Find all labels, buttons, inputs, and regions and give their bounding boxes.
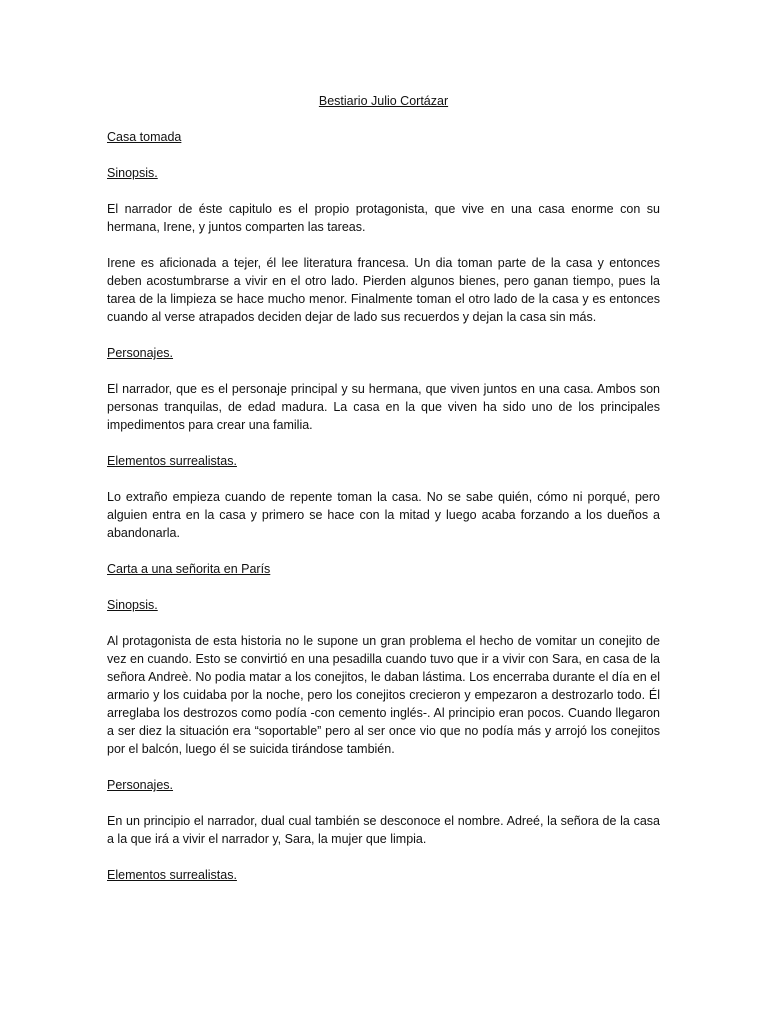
subsection-heading-personajes: Personajes. [107,346,174,360]
subsection-heading-elementos-surrealistas: Elementos surrealistas. [107,868,237,882]
section-title-casa-tomada: Casa tomada [107,130,182,144]
paragraph: El narrador, que es el personaje principal y su hermana, que viven juntos en una casa. Ambos son personas tranquilas, de edad madura. La casa en la que viven ha sido uno de los principales impedimentos para crear una familia. [107,382,660,432]
subsection-heading-elementos-surrealistas: Elementos surrealistas. [107,454,237,468]
paragraph: En un principio el narrador, dual cual también se desconoce el nombre. Adreé, la señora de la casa a la que irá a vivir el narrador y, Sara, la mujer que limpia. [107,814,660,846]
paragraph: Al protagonista de esta historia no le supone un gran problema el hecho de vomitar un conejito de vez en cuando. Esto se convirtió en una pesadilla cuando tuvo que ir a vivir con Sara, en casa de la señora Andreè. No podia matar a los conejitos, le daban lástima. Los encerraba durante el día en el armario y los cuidaba por la noche, pero los conejitos crecieron y empezaron a destrozarlo todo. Él arreglaba los destrozos como podía -con cemento inglés-. Al principio eran pocos. Cuando llegaron a ser diez la situación era “soportable” pero al ser once vio que no podía más y arrojó los conejitos por el balcón, luego él se suicida tirándose también. [107,634,660,756]
subsection-heading-sinopsis: Sinopsis. [107,166,158,180]
section-title-carta-a-una-senorita: Carta a una señorita en París [107,562,271,576]
paragraph: Lo extraño empieza cuando de repente toman la casa. No se sabe quién, cómo ni porqué, pero alguien entra en la casa y primero se hace con la mitad y luego acaba forzando a los dueños a abandonarla. [107,490,660,540]
document-title: Bestiario Julio Cortázar [318,94,449,108]
document-body [107,92,660,902]
paragraph: Irene es aficionada a tejer, él lee literatura francesa. Un dia toman parte de la casa y entonces deben acostumbrarse a vivir en el otro lado. Pierden algunos bienes, pero ganan tiempo, pues la tarea de la limpieza se hace mucho menor. Finalmente toman el otro lado de la casa y es entonces cuando al verse atrapados deciden dejar de lado sus recuerdos y dejan la casa sin más. [107,256,660,324]
paragraph: El narrador de éste capitulo es el propio protagonista, que vive en una casa enorme con su hermana, Irene, y juntos comparten las tareas. [107,202,660,234]
subsection-heading-personajes: Personajes. [107,778,174,792]
subsection-heading-sinopsis: Sinopsis. [107,598,158,612]
